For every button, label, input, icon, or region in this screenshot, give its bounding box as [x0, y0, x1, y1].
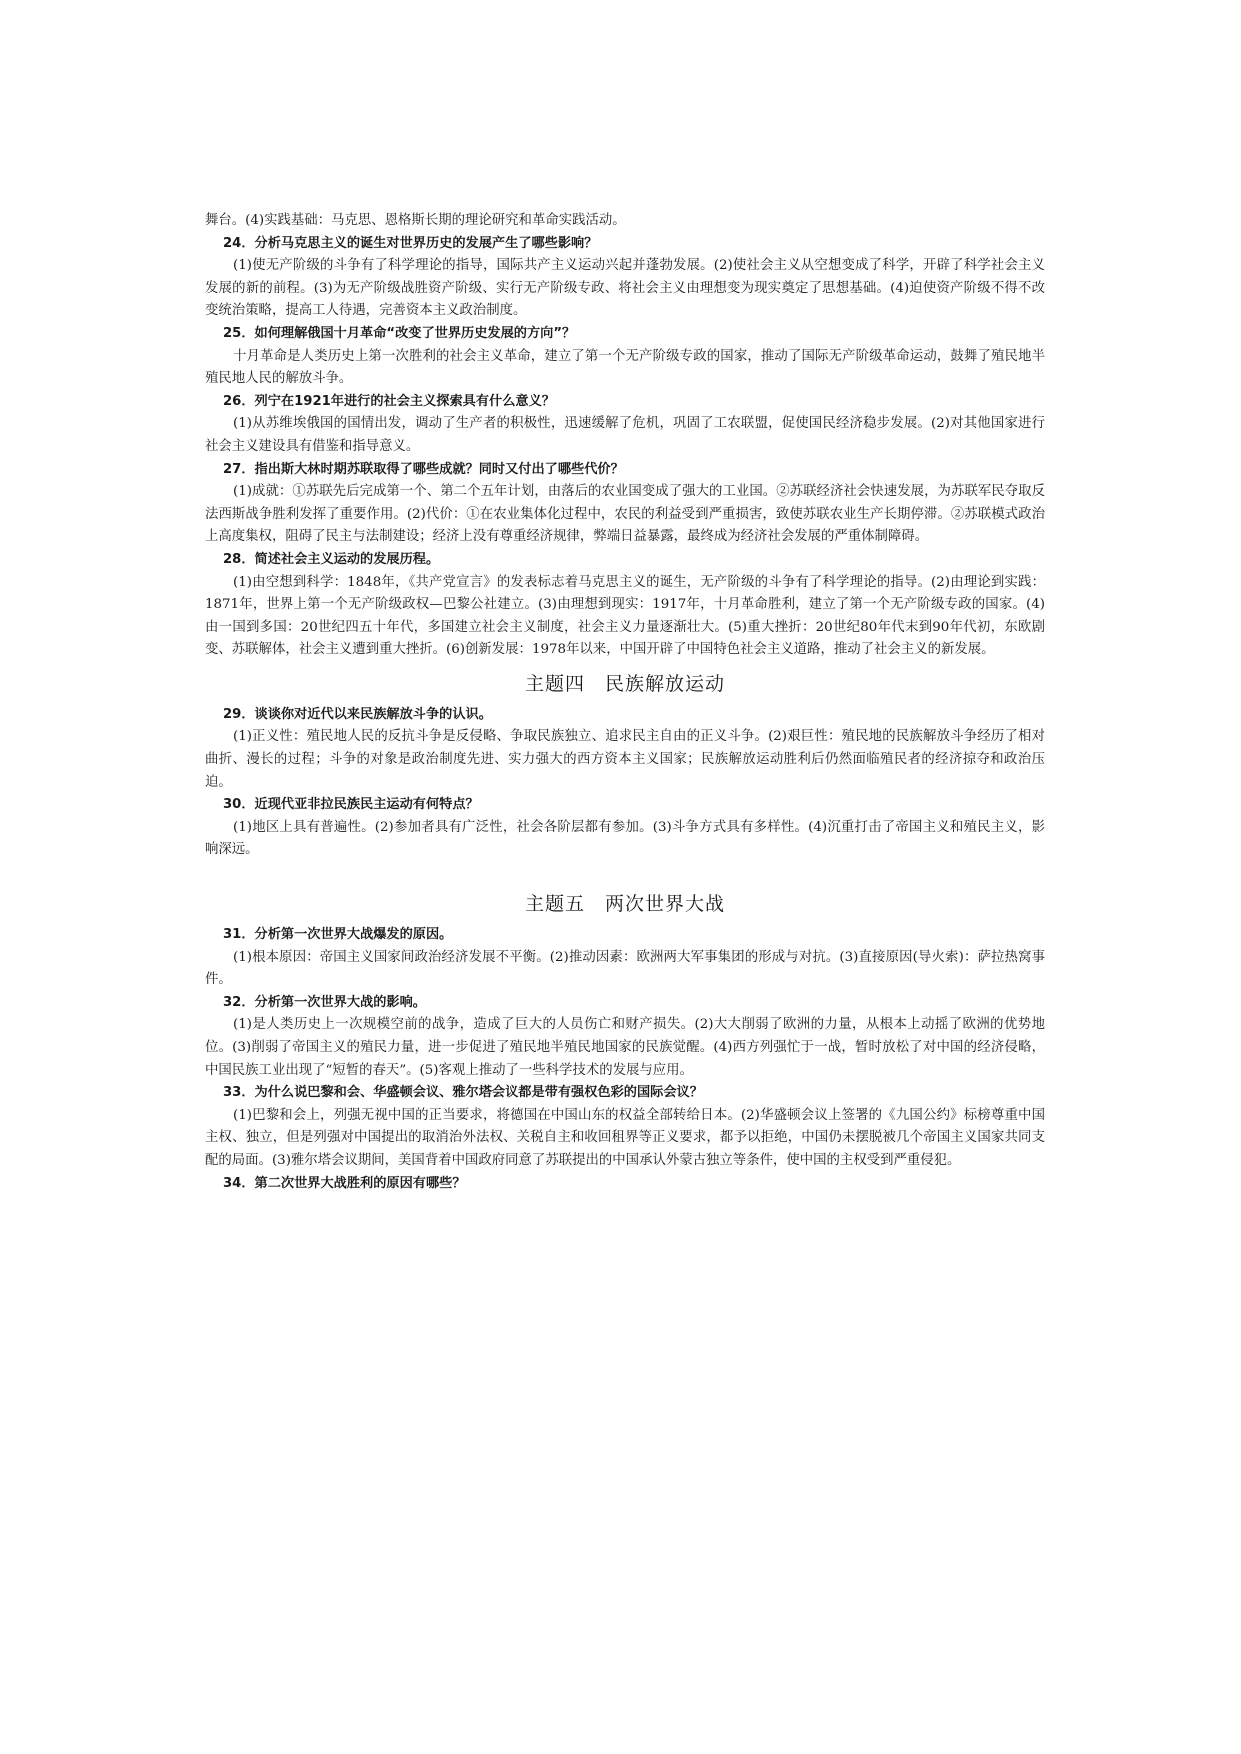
answer-32: (1)是人类历史上一次规模空前的战争，造成了巨大的人员伤亡和财产损失。(2)大大削弱了欧洲的力量，从根本上动摇了欧洲的优势地位。(3)削弱了帝国主义的殖民力量，进一步促进了殖民地半殖民地国家的民族觉醒。(4)西方列强忙于一战，暂时放松了对中国的经济侵略，中国民族工业出现了“短暂的春天”。(5)客观上推动了一些科学技术的发展与应用。	[205, 1017, 1045, 1078]
answer-31: (1)根本原因：帝国主义国家间政治经济发展不平衡。(2)推动因素：欧洲两大军事集团的形成与对抗。(3)直接原因(导火索)：萨拉热窝事件。	[205, 949, 1045, 988]
question-29: 29．谈谈你对近代以来民族解放斗争的认识。	[223, 706, 492, 722]
answer-25: 十月革命是人类历史上第一次胜利的社会主义革命，建立了第一个无产阶级专政的国家，推动了国际无产阶级革命运动，鼓舞了殖民地半殖民地人民的解放斗争。	[205, 348, 1045, 387]
answer-33: (1)巴黎和会上，列强无视中国的正当要求，将德国在中国山东的权益全部转给日本。(2)华盛顿会议上签署的《九国公约》标榜尊重中国主权、独立，但是列强对中国提出的取消治外法权、关税自主和收回租界等正义要求，都予以拒绝，中国仍未摆脱被几个帝国主义国家共同支配的局面。(3)雅尔塔会议期间，美国背着中国政府同意了苏联提出的中国承认外蒙古独立等条件，使中国的主权受到严重侵犯。	[205, 1107, 1045, 1168]
answer-24: (1)使无产阶级的斗争有了科学理论的指导，国际共产主义运动兴起并蓬勃发展。(2)使社会主义从空想变成了科学，开辟了科学社会主义发展的新的前程。(3)为无产阶级战胜资产阶级、实行无产阶级专政、将社会主义由理想变为现实奠定了思想基础。(4)迫使资产阶级不得不改变统治策略，提高工人待遇，完善资本主义政治制度。	[205, 258, 1045, 319]
question-31: 31．分析第一次世界大战爆发的原因。	[223, 927, 453, 943]
section-5-number: 主题五	[524, 893, 585, 916]
document-body	[205, 210, 1045, 1195]
section-heading-5	[205, 890, 1045, 918]
question-33: 33．为什么说巴黎和会、华盛顿会议、雅尔塔会议都是带有强权色彩的国际会议？	[223, 1085, 703, 1101]
answer-27: (1)成就：①苏联先后完成第一个、第二个五年计划，由落后的农业国变成了强大的工业国。②苏联经济社会快速发展，为苏联军民夺取反法西斯战争胜利发挥了重要作用。(2)代价：①在农业集体化过程中，农民的利益受到严重损害，致使苏联农业生产长期停滞。②苏联模式政治上高度集权，阻碍了民主与法制建设；经济上没有尊重经济规律，弊端日益暴露，最终成为经济社会发展的严重体制障碍。	[205, 484, 1045, 545]
question-28: 28．简述社会主义运动的发展历程。	[223, 551, 440, 567]
answer-26: (1)从苏维埃俄国的国情出发，调动了生产者的积极性，迅速缓解了危机，巩固了工农联盟，促使国民经济稳步发展。(2)对其他国家进行社会主义建设具有借鉴和指导意义。	[205, 416, 1045, 454]
answer-30: (1)地区上具有普遍性。(2)参加者具有广泛性，社会各阶层都有参加。(3)斗争方式具有多样性。(4)沉重打击了帝国主义和殖民主义，影响深远。	[205, 819, 1045, 858]
section-heading-4	[205, 670, 1045, 698]
question-27: 27．指出斯大林时期苏联取得了哪些成就？同时又付出了哪些代价？	[223, 461, 624, 477]
question-32: 32．分析第一次世界大战的影响。	[223, 994, 426, 1010]
question-26: 26．列宁在1921年进行的社会主义探索具有什么意义？	[223, 393, 555, 409]
section-5-title: 两次世界大战	[605, 893, 726, 916]
question-25: 25．如何理解俄国十月革命“改变了世界历史发展的方向”？	[223, 325, 576, 341]
answer-28: (1)由空想到科学：1848年，《共产党宣言》的发表标志着马克思主义的诞生，无产阶级的斗争有了科学理论的指导。(2)由理论到实践：1871年，世界上第一个无产阶级政权—巴黎公社建立。(3)由理想到现实：1917年，十月革命胜利，建立了第一个无产阶级专政的国家。(4)由一国到多国：20世纪四五十年代，多国建立社会主义制度，社会主义力量逐渐壮大。(5)重大挫折：20世纪80年代末到90年代初，东欧剧变、苏联解体，社会主义遭到重大挫折。(6)创新发展：1978年以来，中国开辟了中国特色社会主义道路，推动了社会主义的新发展。	[205, 574, 1045, 658]
question-30: 30．近现代亚非拉民族民主运动有何特点？	[223, 797, 479, 813]
section-4-title: 民族解放运动	[605, 672, 726, 695]
section-4-number: 主题四	[524, 672, 585, 695]
question-34: 34．第二次世界大战胜利的原因有哪些？	[223, 1175, 466, 1191]
continuation-paragraph: 舞台。(4)实践基础：马克思、恩格斯长期的理论研究和革命实践活动。	[205, 213, 626, 228]
answer-29: (1)正义性：殖民地人民的反抗斗争是反侵略、争取民族独立、追求民主自由的正义斗争。(2)艰巨性：殖民地的民族解放斗争经历了相对曲折、漫长的过程；斗争的对象是政治制度先进、实力强大的西方资本主义国家；民族解放运动胜利后仍然面临殖民者的经济掠夺和政治压迫。	[205, 729, 1045, 790]
question-24: 24．分析马克思主义的诞生对世界历史的发展产生了哪些影响？	[223, 235, 598, 251]
